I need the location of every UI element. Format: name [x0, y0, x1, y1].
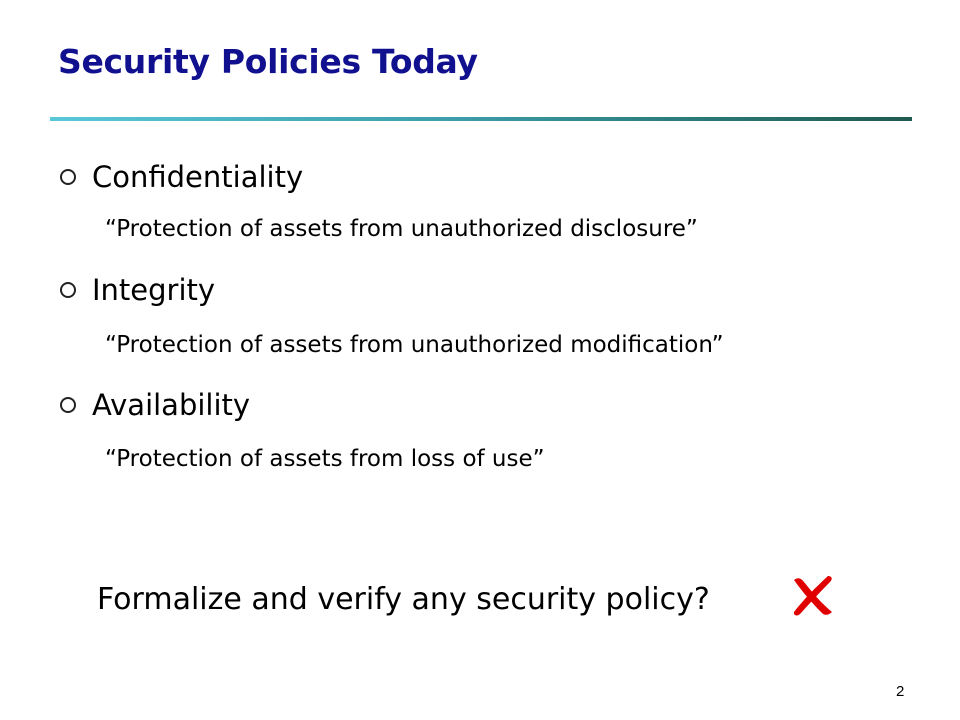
bullet-circle-icon [60, 282, 76, 298]
bullet-heading: Confidentiality [92, 160, 304, 194]
cross-mark-icon [788, 572, 836, 618]
page-number: 2 [896, 683, 905, 700]
bullet-availability [60, 388, 250, 422]
bullet-heading: Integrity [92, 273, 216, 307]
bullet-integrity [60, 273, 215, 307]
bullet-circle-icon [60, 169, 76, 185]
bullet-quote: “Protection of assets from unauthorized modification” [105, 332, 724, 358]
bullet-heading: Availability [92, 388, 251, 422]
slide-title: Security Policies Today [58, 42, 478, 81]
closing-question: Formalize and verify any security policy? [97, 582, 710, 617]
bullet-quote: “Protection of assets from unauthorized disclosure” [105, 216, 698, 242]
title-divider [50, 117, 912, 121]
bullet-quote: “Protection of assets from loss of use” [105, 446, 545, 472]
bullet-confidentiality [60, 160, 303, 194]
bullet-circle-icon [60, 397, 76, 413]
